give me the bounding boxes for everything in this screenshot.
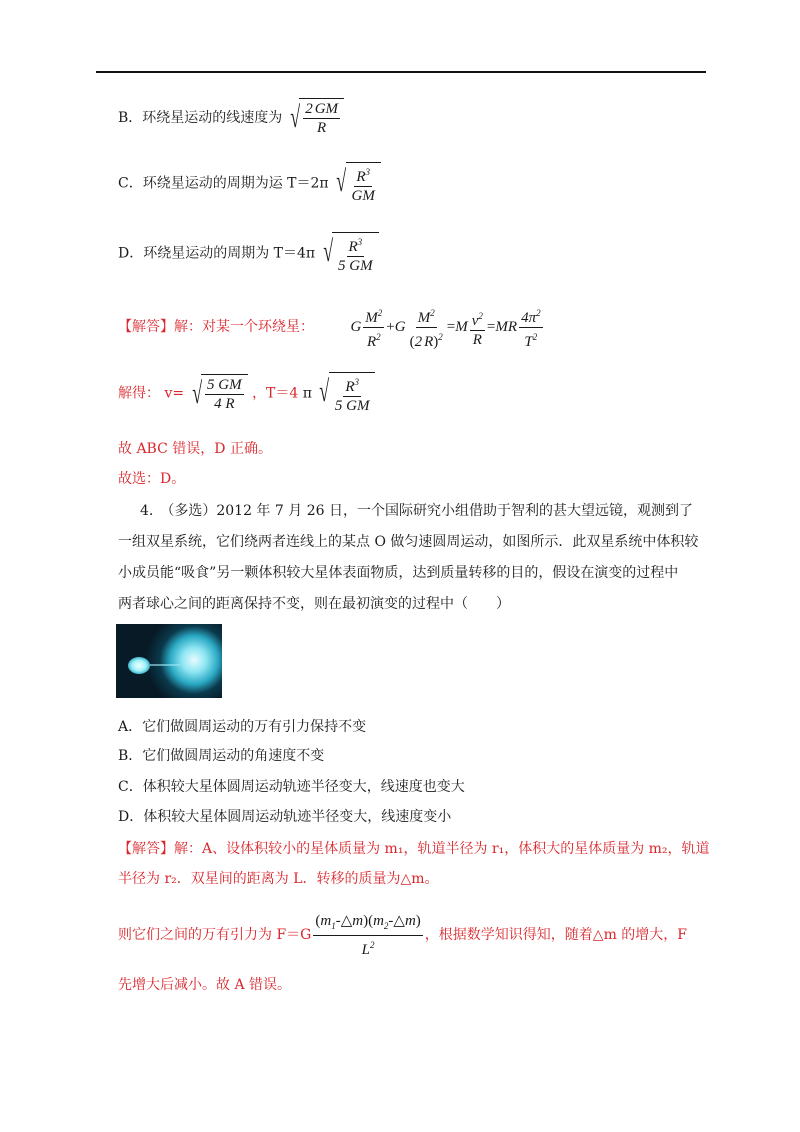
formula-sqrt-2gm-r: √ $\frac{2 GM}{R}$ [287, 98, 344, 138]
question4-line4: 两者球心之间的距离保持不变，则在最初演变的过程中（ ） [118, 596, 510, 612]
force-balance-formula: G $\frac{M^2}{R^2}$ +G $\frac{M^2}{(2 R)^2}$ =M $\frac{v^2}{R}$ =MR $\frac{4\pi^2}{T^2}$ [350, 319, 544, 335]
small-star [128, 657, 150, 674]
answer2-line4: 先增大后减小。故 A 错误。 [118, 977, 292, 993]
option-c: C．环绕星运动的周期为运 T＝2π √ $\frac{R^3}{GM}$ [118, 162, 381, 205]
question4-line1: 4. （多选）2012 年 7 月 26 日，一个国际研究小组借助于智利的甚大望远镜，观测到了 [140, 503, 693, 519]
question4-option-a: A．它们做圆周运动的万有引力保持不变 [118, 719, 367, 735]
mass-stream [150, 664, 180, 666]
answer2-line1: 【解答】解：A、设体积较小的星体质量为 m₁，轨道半径为 r₁，体积大的星体质量为 m₂，轨道 [118, 841, 710, 857]
option-b: B．环绕星运动的线速度为 √ $\frac{2 GM}{R}$ [118, 98, 344, 138]
formula-sqrt-r3-gm: √ $\frac{R^3}{GM}$ [333, 162, 381, 205]
question4-option-c: C．体积较大星体圆周运动轨迹半径变大，线速度也变大 [118, 779, 465, 795]
question4-line3: 小成员能“吸食”另一颗体积较大星体表面物质，达到质量转移的目的，假设在演变的过程中 [118, 565, 679, 581]
header-rule [96, 71, 706, 73]
question4-option-b: B．它们做圆周运动的角速度不变 [118, 748, 325, 764]
answer1-conclusion: 故 ABC 错误，D 正确。 [118, 441, 272, 457]
answer1-choice: 故选：D。 [118, 471, 186, 487]
question4-option-d: D．体积较大星体圆周运动轨迹半径变大，线速度变小 [118, 809, 452, 825]
formula-t-sqrt-r3-5gm: √ $\frac{R^3}{5 GM}$ [316, 372, 375, 415]
binary-star-image [116, 624, 222, 698]
answer2-line2: 半径为 r₂．双星间的距离为 L．转移的质量为△m。 [118, 871, 439, 887]
formula-v-sqrt-5gm-4r: √ $\frac{5 GM}{4 R}$ [189, 374, 248, 414]
answer1-solution-line: 解得： v= √ $\frac{5 GM}{4 R}$ ，T＝4 π √ $\frac{R^3}{5 GM}$ [118, 372, 375, 415]
formula-sqrt-r3-5gm: √ $\frac{R^3}{5 GM}$ [320, 232, 379, 275]
option-d: D．环绕星运动的周期为 T＝4π √ $\frac{R^3}{5 GM}$ [118, 232, 379, 275]
question4-line2: 一组双星系统，它们绕两者连线上的某点 O 做匀速圆周运动，如图所示．此双星系统中体积较 [118, 534, 699, 550]
gravity-formula: $\frac{(m_1-\triangle m)(m_2-\triangle m)}{L^2}$ [315, 913, 421, 958]
answer1-equation-line: 【解答】解：对某一个环绕星： G $\frac{M^2}{R^2}$ +G $\frac{M^2}{(2 R)^2}$ =M $\frac{v^2}{R}$ =MR $\frac{4\pi^2}{T^2}$ [118, 304, 545, 351]
answer2-line3: 则它们之间的万有引力为 F＝G $\frac{(m_1-\triangle m)(m_2-\triangle m)}{L^2}$ ，根据数学知识得知，随着△m 的增大，F [118, 913, 688, 958]
